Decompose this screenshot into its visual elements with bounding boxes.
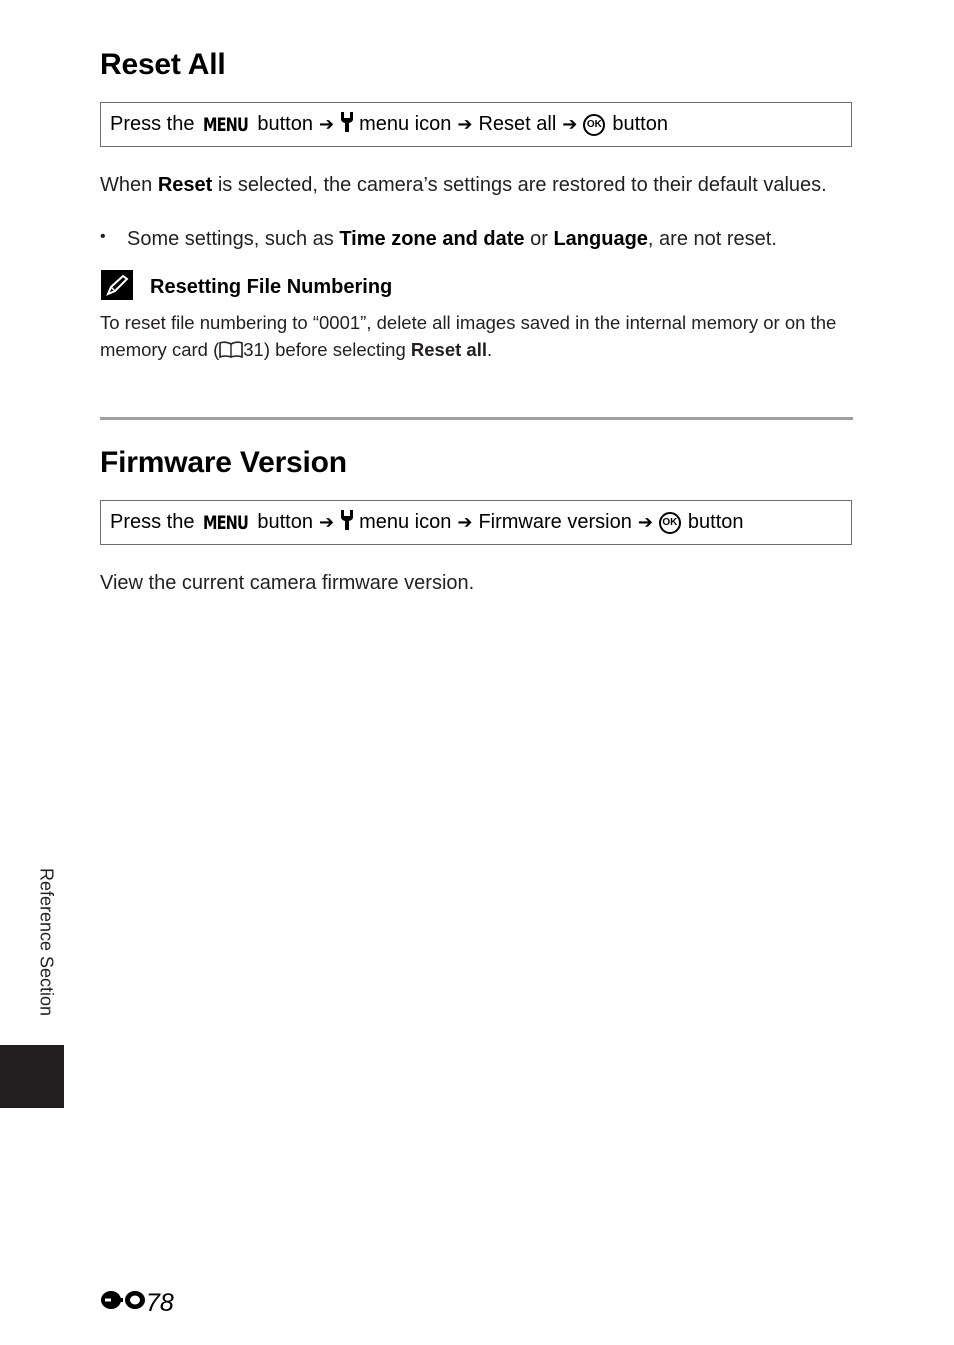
bullet-dot: •	[100, 228, 106, 245]
bullet-item: Some settings, such as Time zone and date or Language, are not reset.	[127, 228, 777, 250]
section-tab	[0, 1045, 64, 1108]
path-item: Reset all	[478, 113, 557, 135]
firmware-menu-path	[100, 500, 852, 545]
path-button-word: button	[257, 113, 313, 135]
wrench-icon	[340, 111, 354, 139]
menu-button-icon: MENU	[203, 511, 249, 534]
book-icon	[219, 338, 243, 355]
arrow-icon: ➔	[562, 114, 578, 134]
path-end: button	[687, 511, 744, 533]
menu-button-icon: MENU	[203, 113, 249, 136]
arrow-icon: ➔	[318, 114, 335, 134]
reset-term: Reset	[157, 174, 213, 196]
section-side-label: Reference Section	[36, 867, 57, 1017]
page-number	[100, 1289, 174, 1318]
ok-button-icon: OK	[583, 114, 605, 136]
path-press: Press the	[110, 511, 195, 533]
firmware-description: View the current camera firmware version.	[100, 572, 475, 594]
path-end: button	[612, 113, 668, 135]
page-number-text: 78	[146, 1289, 174, 1317]
reset-all-menu-path	[100, 102, 852, 147]
arrow-icon: ➔	[457, 114, 473, 134]
arrow-icon: ➔	[457, 512, 473, 532]
reset-all-heading: Reset All	[100, 48, 226, 81]
section-divider	[100, 417, 853, 420]
note-text: To reset file numbering to “0001”, delete all images saved in the internal memory or on the memory card ( 31) before selecting Reset all.	[100, 312, 837, 360]
path-press: Press the	[110, 113, 195, 135]
arrow-icon: ➔	[318, 512, 335, 532]
path-menu-icon-text: menu icon	[359, 511, 452, 533]
path-menu-icon-text: menu icon	[359, 113, 452, 135]
note-title: Resetting File Numbering	[150, 276, 393, 298]
pencil-note-icon	[101, 270, 133, 300]
wrench-icon	[340, 509, 354, 537]
reference-section-icon	[100, 1289, 146, 1318]
path-button-word: button	[257, 511, 313, 533]
page-reference[interactable]: 31	[243, 339, 264, 360]
reset-description: When Reset is selected, the camera’s settings are restored to their default values.	[100, 174, 827, 196]
arrow-icon: ➔	[637, 512, 653, 532]
ok-button-icon: OK	[659, 512, 681, 534]
path-item: Firmware version	[478, 511, 632, 533]
firmware-heading: Firmware Version	[100, 446, 347, 479]
